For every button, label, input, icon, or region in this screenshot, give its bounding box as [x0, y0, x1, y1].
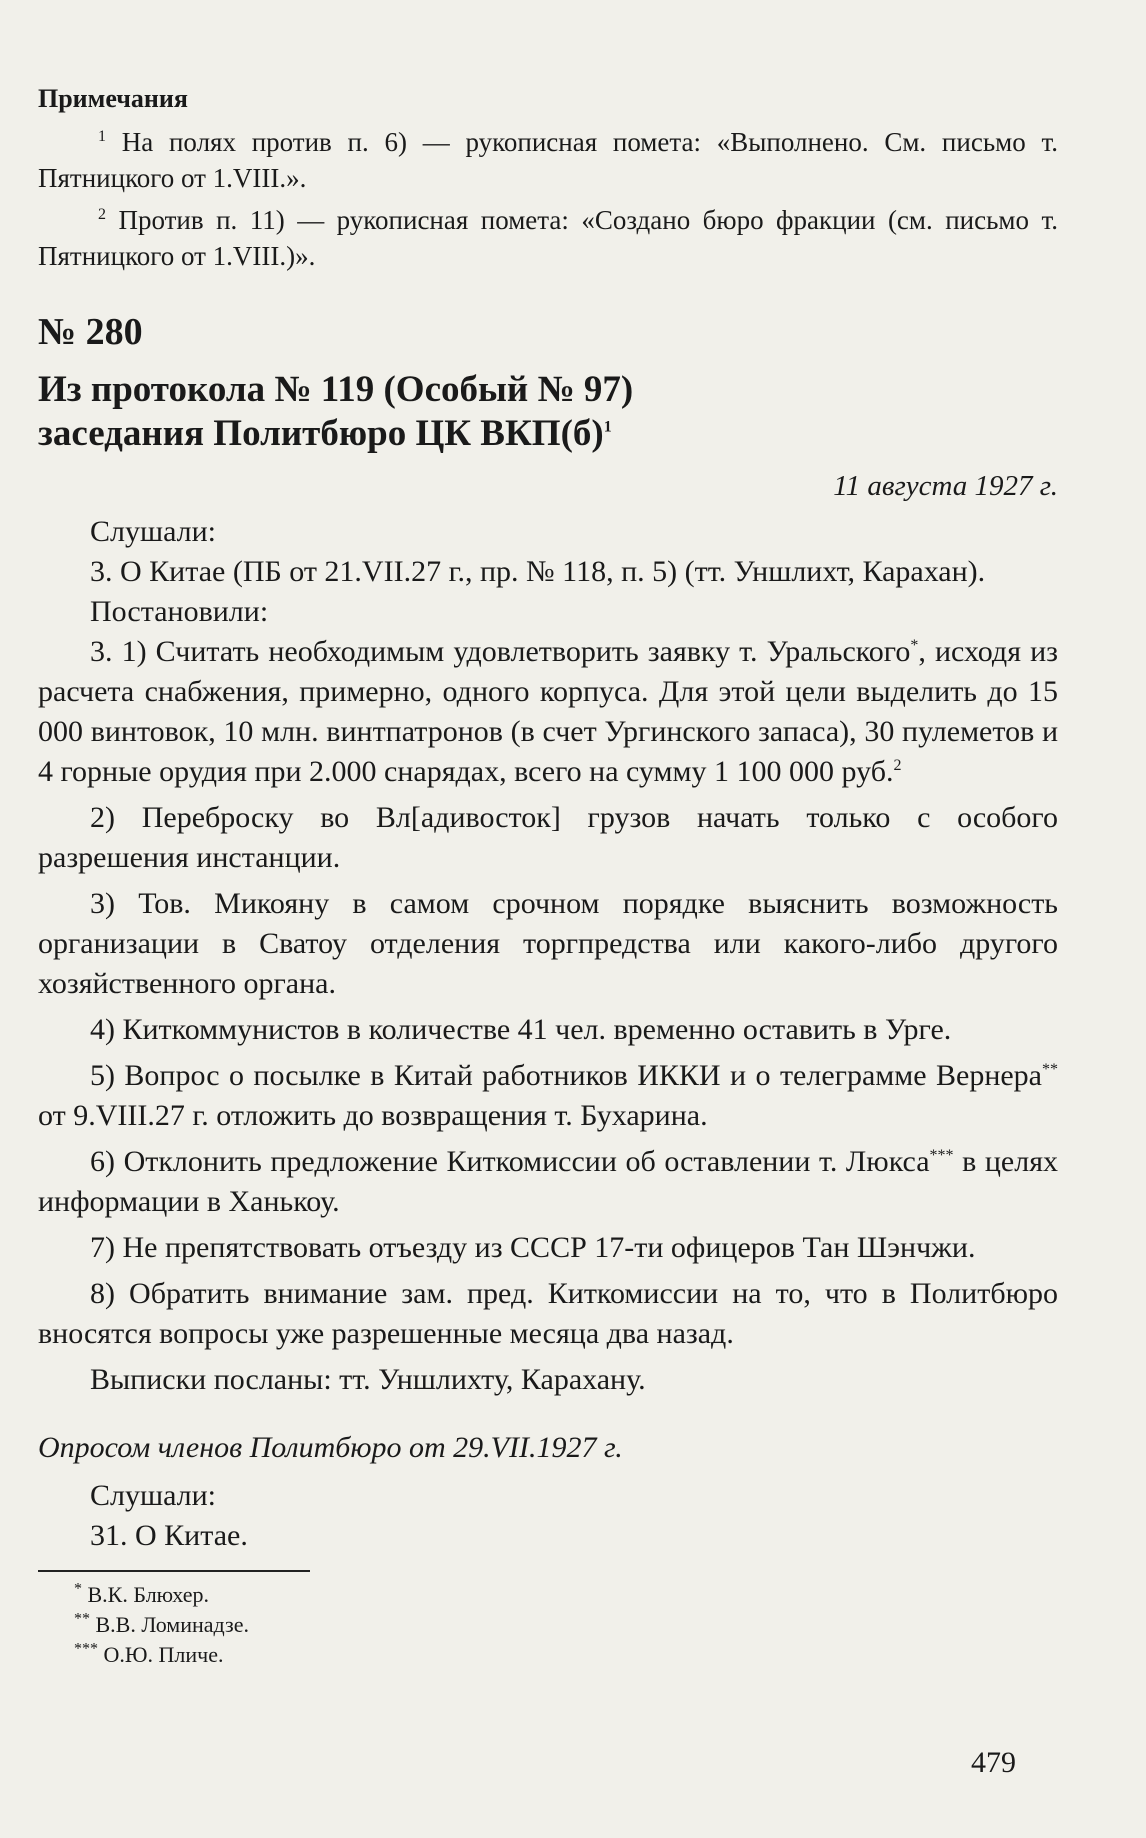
note-marker: 2 — [98, 206, 106, 223]
decision-text: 5) Вопрос о посылке в Китай работников ИККИ и о телеграмме Вернера — [90, 1059, 1042, 1092]
note-text: На полях против п. 6) — рукописная помета: «Выполнено. См. письмо т. Пятницкого от 1.VIII.». — [38, 127, 1058, 193]
heard-label: Слушали: — [90, 515, 217, 548]
decision-text: 3. 1) Считать необходимым удовлетворить заявку т. Уральского — [90, 635, 911, 668]
decision-text-cont: в целях информации в Ханькоу. — [38, 1145, 1058, 1218]
note-ref: 2 — [893, 757, 902, 774]
decision-8: 8) Обратить внимание зам. пред. Киткомиссии на то, что в Политбюро вносятся вопросы уже разрешенные месяца два назад. — [38, 1277, 1058, 1350]
footnote-1 — [74, 1580, 1058, 1610]
document-title-line2 — [38, 412, 1058, 456]
decision-7: 7) Не препятствовать отъезду из СССР 17-ти офицеров Тан Шэнчжи. — [90, 1231, 976, 1264]
decision-5 — [38, 1056, 1058, 1136]
decision-text-cont: от 9.VIII.27 г. отложить до возвращения т. Бухарина. — [38, 1099, 708, 1132]
page-number: 479 — [971, 1746, 1016, 1779]
decision-6 — [38, 1142, 1058, 1222]
note-1 — [38, 124, 1058, 196]
decision-3: 3) Тов. Микояну в самом срочном порядке выяснить возможность организации в Сватоу отделения торгпредства или какого-либо другого хозяйственного органа. — [38, 887, 1058, 1000]
footnote-mark: * — [74, 1580, 82, 1598]
extracts-sent: Выписки посланы: тт. Уншлихту, Карахану. — [90, 1363, 646, 1396]
decided-label: Постановили: — [90, 595, 269, 628]
note-2 — [38, 202, 1058, 274]
footnote-3 — [74, 1640, 1058, 1670]
document-title-line1: Из протокола № 119 (Особый № 97) — [38, 369, 634, 410]
footnote-mark: *** — [74, 1640, 98, 1658]
document-page — [38, 84, 1058, 1670]
decision-4: 4) Киткоммунистов в количестве 41 чел. временно оставить в Урге. — [90, 1013, 952, 1046]
heard-item-2: 31. О Китае. — [90, 1519, 248, 1552]
decision-2: 2) Переброску во Вл[адивосток] грузов начать только с особого разрешения инстанции. — [38, 801, 1058, 874]
decision-1 — [38, 632, 1058, 792]
heard-label-2: Слушали: — [90, 1479, 217, 1512]
decision-text: 6) Отклонить предложение Киткомиссии об оставлении т. Люкса — [90, 1145, 930, 1178]
footnote-mark: ** — [74, 1610, 90, 1628]
footnote-2 — [74, 1610, 1058, 1640]
note-marker: 1 — [98, 128, 106, 145]
title-text: заседания Политбюро ЦК ВКП(б) — [38, 413, 604, 454]
document-number: № 280 — [38, 311, 143, 353]
footnote-text: О.Ю. Пличе. — [103, 1642, 224, 1667]
notes-heading: Примечания — [38, 84, 188, 113]
footnote-divider — [38, 1570, 310, 1572]
footnote-text: В.К. Блюхер. — [87, 1582, 209, 1607]
heard-item: 3. О Китае (ПБ от 21.VII.27 г., пр. № 118, п. 5) (тт. Уншлихт, Карахан). — [90, 555, 986, 588]
footnote-ref: *** — [929, 1147, 954, 1164]
note-text: Против п. 11) — рукописная помета: «Создано бюро фракции (см. письмо т. Пятницкого от 1.VIII.)». — [38, 205, 1058, 271]
title-footnote-marker: 1 — [603, 418, 612, 436]
decision-text-cont: , исходя из расчета снабжения, примерно, одного корпуса. Для этой цели выделить до 15 000 винтовок, 10 млн. винтпатронов (в счет Ургинского запаса), 30 пулеметов и 4 горные орудия при 2.000 снарядах, всего на сумму 1 100 000 руб. — [38, 635, 1058, 788]
footnote-ref: ** — [1042, 1061, 1058, 1078]
document-date: 11 августа 1927 г. — [833, 470, 1058, 502]
footnote-ref: * — [910, 637, 919, 654]
poll-heading: Опросом членов Политбюро от 29.VII.1927 г. — [38, 1431, 623, 1464]
footnote-text: В.В. Ломинадзе. — [95, 1612, 249, 1637]
